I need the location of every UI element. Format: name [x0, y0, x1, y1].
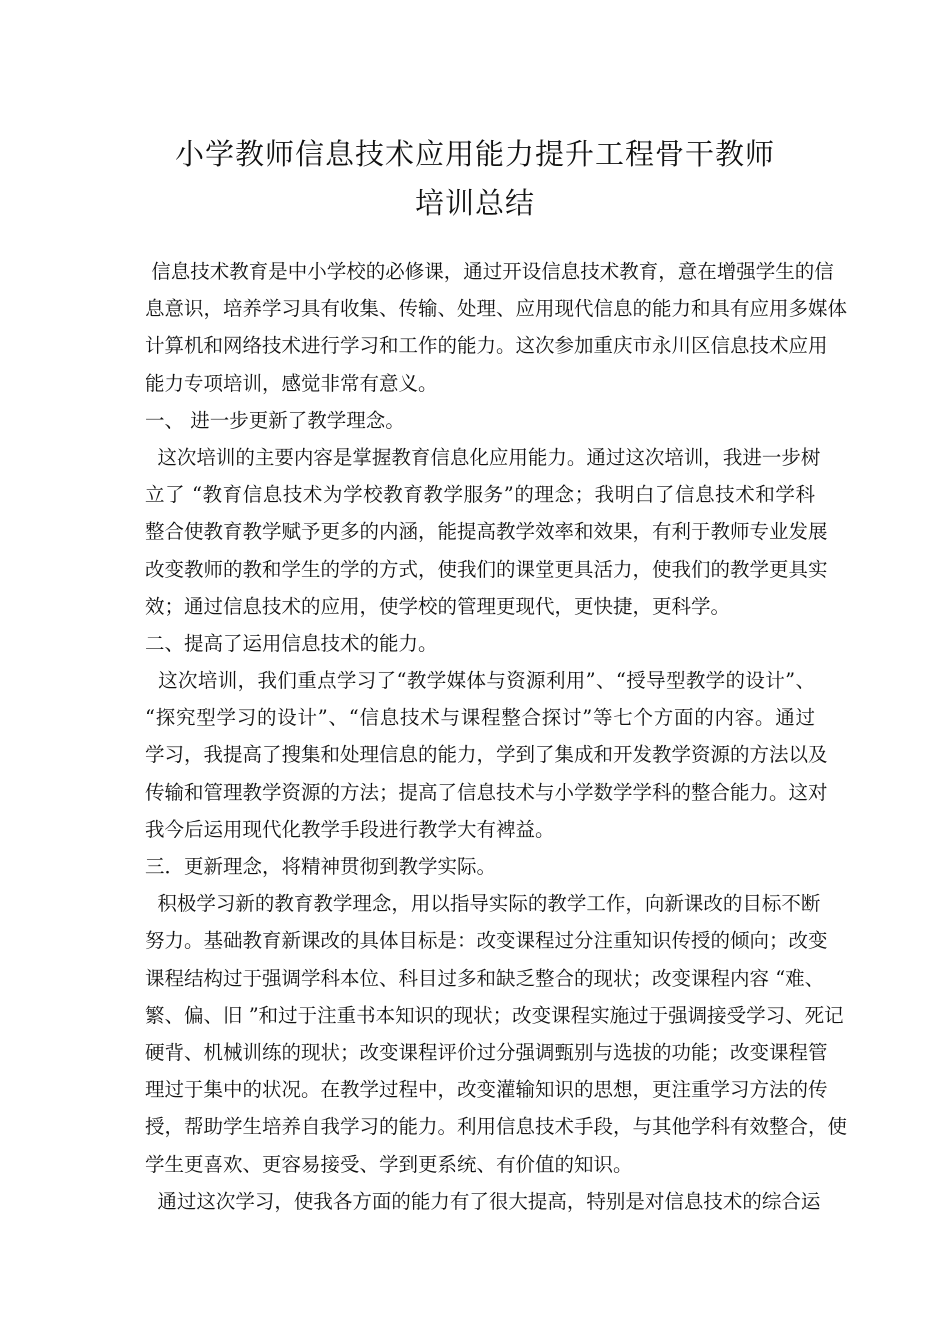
body-line: 通过这次学习，使我各方面的能力有了很大提高，特别是对信息技术的综合运	[145, 1189, 821, 1213]
body-line: 这次培训，我们重点学习了“教学媒体与资源利用”、“授导型教学的设计”、	[145, 669, 815, 693]
body-line: 传输和管理教学资源的方法；提高了信息技术与小学数学学科的整合能力。这对	[145, 780, 828, 804]
body-line: 改变教师的教和学生的学的方式，使我们的课堂更具活力，使我们的教学更具实	[145, 557, 828, 581]
document-subtitle: 培训总结	[414, 186, 535, 220]
body-line: 积极学习新的教育教学理念，用以指导实际的教学工作，向新课改的目标不断	[145, 892, 821, 916]
body-line: 繁、偏、旧 ”和过于注重书本知识的现状；改变课程实施过于强调接受学习、死记	[145, 1003, 844, 1027]
document-body	[145, 253, 848, 1220]
body-line: 理过于集中的状况。在教学过程中，改变灌输知识的思想，更注重学习方法的传	[145, 1078, 828, 1102]
body-line: 硬背、机械训练的现状；改变课程评价过分强调甄别与选拔的功能；改变课程管	[145, 1040, 828, 1064]
section-heading: 二、提高了运用信息技术的能力。	[145, 631, 438, 655]
body-line: 效；通过信息技术的应用，使学校的管理更现代，更快捷，更科学。	[145, 594, 731, 618]
body-line: 课程结构过于强调学科本位、科目过多和缺乏整合的现状；改变课程内容 “难、	[145, 966, 825, 990]
body-line: 学生更喜欢、更容易接受、学到更系统、有价值的知识。	[145, 1152, 633, 1176]
body-line: 信息技术教育是中小学校的必修课，通过开设信息技术教育，意在增强学生的信	[145, 260, 834, 283]
body-line: 授，帮助学生培养自我学习的能力。利用信息技术手段，与其他学科有效整合，使	[145, 1115, 848, 1139]
body-line: 努力。基础教育新课改的具体目标是：改变课程过分注重知识传授的倾向；改变	[145, 929, 828, 953]
body-line: 整合使教育教学赋予更多的内涵，能提高教学效率和效果，有利于教师专业发展	[145, 520, 828, 544]
body-line: 学习，我提高了搜集和处理信息的能力，学到了集成和开发教学资源的方法以及	[145, 743, 828, 767]
body-line: 我今后运用现代化教学手段进行教学大有裨益。	[145, 817, 555, 841]
body-line: 息意识，培养学习具有收集、传输、处理、应用现代信息的能力和具有应用多媒体	[145, 297, 848, 321]
body-line: 立了 “教育信息技术为学校教育教学服务”的理念；我明白了信息技术和学科	[145, 483, 815, 507]
document-title: 小学教师信息技术应用能力提升工程骨干教师	[174, 137, 775, 171]
section-heading: 一、 进一步更新了教学理念。	[145, 408, 405, 432]
section-heading: 三．更新理念，将精神贯彻到教学实际。	[145, 855, 497, 878]
body-line: 计算机和网络技术进行学习和工作的能力。这次参加重庆市永川区信息技术应用	[145, 334, 828, 358]
body-line: “探究型学习的设计”、“信息技术与课程整合探讨”等七个方面的内容。通过	[145, 706, 815, 730]
body-line: 能力专项培训，感觉非常有意义。	[145, 371, 438, 395]
body-line: 这次培训的主要内容是掌握教育信息化应用能力。通过这次培训，我进一步树	[145, 445, 821, 469]
